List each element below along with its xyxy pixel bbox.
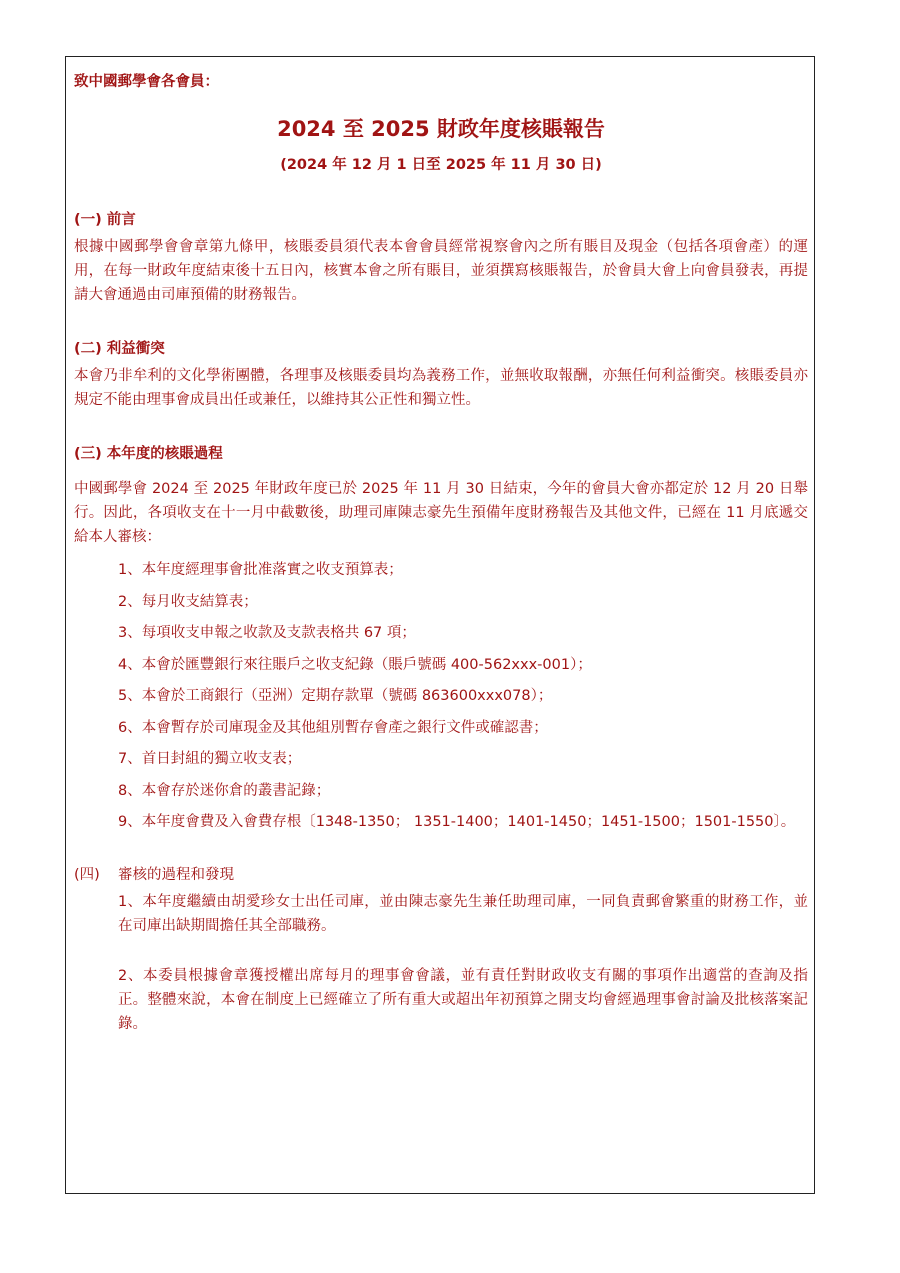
list-item: 9、本年度會費及入會費存根〔1348-1350； 1351-1400；1401-1450；1451-1500；1501-1550〕。	[118, 814, 796, 830]
list-item: 5、本會於工商銀行（亞洲）定期存款單（號碼 863600xxx078）；	[118, 688, 553, 704]
list-item: 1、本年度經理事會批准落實之收支預算表；	[118, 562, 403, 578]
section-audit-process	[74, 442, 808, 833]
section-heading: (二) 利益衝突	[74, 341, 165, 357]
list-item: 6、本會暫存於司庫現金及其他組別暫存會產之銀行文件或確認書；	[118, 719, 548, 736]
list-item: 8、本會存於迷你倉的叢書記錄；	[118, 782, 331, 799]
list-item: 7、首日封組的獨立收支表；	[118, 751, 302, 767]
section-heading: (一) 前言	[74, 212, 136, 228]
section-heading	[74, 863, 808, 884]
document-list	[118, 559, 808, 833]
section-conflict-of-interest	[74, 337, 808, 412]
report-title: 2024 至 2025 財政年度核賬報告	[277, 117, 605, 141]
list-item: 2、每月收支結算表；	[118, 593, 258, 610]
salutation: 致中國郵學會各會員：	[74, 74, 219, 90]
section-body: 本會乃非牟利的文化學術團體，各理事及核賬委員均為義務工作，並無收取報酬，亦無任何利益衝突。核賬委員亦規定不能由理事會成員出任或兼任，以維持其公正性和獨立性。	[74, 368, 808, 408]
section-title: 審核的過程和發現	[118, 867, 234, 883]
section-heading: (三) 本年度的核賬過程	[74, 446, 223, 462]
section-number: (四)	[74, 867, 100, 883]
section-body: 中國郵學會 2024 至 2025 年財政年度已於 2025 年 11 月 30 日結束，今年的會員大會亦都定於 12 月 20 日舉行。因此，各項收支在十一月中截數後，助理司庫陳志豪先生預備年度財務報告及其他文件，已經在 11 月底遞交給本人審核：	[74, 481, 808, 545]
report-document	[74, 70, 808, 1062]
finding-paragraph: 1、本年度繼續由胡愛珍女士出任司庫，並由陳志豪先生兼任助理司庫，一同負責郵會繁重的財務工作，並在司庫出缺期間擔任其全部職務。	[118, 894, 808, 934]
section-findings	[74, 863, 808, 1036]
section-body: 根據中國郵學會會章第九條甲，核賬委員須代表本會會員經常視察會內之所有賬目及現金（包括各項會產）的運用，在每一財政年度結束後十五日內，核實本會之所有賬目，並須撰寫核賬報告，於會員大會上向會員發表，再提請大會通過由司庫預備的財務報告。	[74, 239, 808, 303]
finding-paragraph: 2、本委員根據會章獲授權出席每月的理事會會議，並有責任對財政收支有關的事項作出適當的查詢及指正。整體來說，本會在制度上已經確立了所有重大或超出年初預算之開支均會經過理事會討論及批核落案記錄。	[118, 968, 808, 1032]
list-item: 4、本會於匯豐銀行來往賬戶之收支紀錄（賬戶號碼 400-562xxx-001）；	[118, 656, 592, 673]
section-preface	[74, 208, 808, 307]
list-item: 3、每項收支申報之收款及支款表格共 67 項；	[118, 625, 416, 641]
report-period: (2024 年 12 月 1 日至 2025 年 11 月 30 日)	[280, 157, 602, 173]
